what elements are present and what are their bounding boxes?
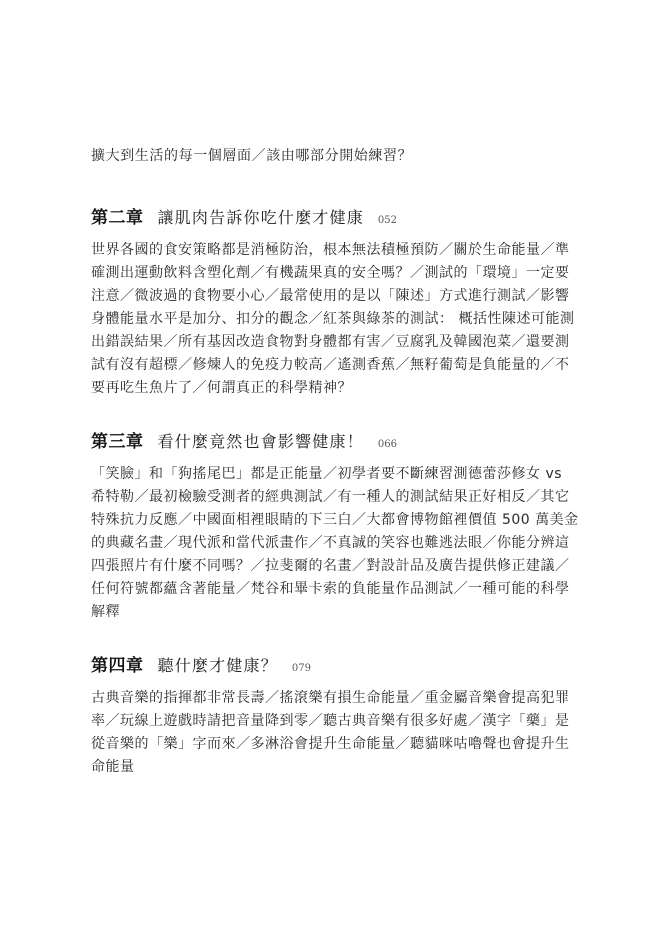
chapter-page-number: 052	[377, 215, 397, 226]
chapter-title: 讓肌肉告訴你吃什麼才健康	[157, 208, 364, 227]
body-line: 率／玩線上遊戲時請把音量降到零／聽古典音樂有很多好處／漢字「藥」是	[91, 713, 570, 729]
intro-line: 擴大到生活的每一個層面／該由哪部分開始練習？	[91, 148, 413, 164]
body-line: 特殊抗力反應／中國面相裡眼睛的下三白／大都會博物館裡價值 500 萬美金	[91, 512, 579, 528]
body-line: 古典音樂的指揮都非常長壽／搖滾樂有損生命能量／重金屬音樂會提高犯罪	[91, 690, 570, 706]
body-line: 確測出運動飲料含塑化劑／有機蔬果真的安全嗎？／測試的「環境」一定要	[91, 265, 570, 281]
chapter-page-number: 079	[291, 663, 311, 674]
body-line: 任何符號都蘊含著能量／梵谷和畢卡索的負能量作品測試／一種可能的科學	[91, 581, 570, 597]
body-line: 注意／微波過的食物要小心／最常使用的是以「陳述」方式進行測試／影響	[91, 288, 570, 304]
chapter-body	[91, 239, 575, 400]
body-line: 世界各國的食安策略都是消極防治，根本無法積極預防／關於生命能量／準	[91, 242, 570, 258]
chapter-2	[91, 203, 575, 400]
body-line: 希特勒／最初檢驗受測者的經典測試／有一種人的測試結果正好相反／其它	[91, 489, 570, 505]
chapter-body	[91, 687, 569, 779]
body-line: 要再吃生魚片了／何謂真正的科學精神？	[91, 380, 352, 396]
chapter-body	[91, 463, 579, 624]
chapter-4	[91, 651, 569, 779]
chapter-number: 第三章	[91, 432, 144, 452]
body-line: 命能量	[91, 759, 135, 775]
chapter-heading	[91, 651, 569, 677]
body-line: 解釋	[91, 604, 120, 620]
chapter-3	[91, 427, 579, 624]
chapter-number: 第四章	[91, 656, 144, 676]
body-line: 的典藏名畫／現代派和當代派畫作／不真誠的笑容也難逃法眼／你能分辨這	[91, 535, 570, 551]
body-line: 四張照片有什麼不同嗎？／拉斐爾的名畫／對設計品及廣告提供修正建議／	[91, 558, 570, 574]
body-line: 「笑臉」和「狗搖尾巴」都是正能量／初學者要不斷練習測德蕾莎修女 vs	[91, 466, 563, 482]
chapter-title: 看什麼竟然也會影響健康！	[157, 432, 364, 451]
chapter-heading	[91, 203, 569, 229]
body-line: 身體能量水平是加分、扣分的觀念／紅茶與綠茶的測試： 概括性陳述可能測	[91, 311, 575, 327]
body-line: 試有沒有超標／修煉人的免疫力較高／遙測香蕉／無籽葡萄是負能量的／不	[91, 357, 570, 373]
chapter-heading	[91, 427, 569, 453]
chapter-page-number: 066	[377, 439, 397, 450]
body-line: 從音樂的「樂」字而來／多淋浴會提升生命能量／聽貓咪咕嚕聲也會提升生	[91, 736, 570, 752]
body-line: 出錯誤結果／所有基因改造食物對身體都有害／豆腐乳及韓國泡菜／還要測	[91, 334, 570, 350]
chapter-number: 第二章	[91, 208, 144, 228]
chapter-title: 聽什麼才健康？	[157, 656, 278, 675]
